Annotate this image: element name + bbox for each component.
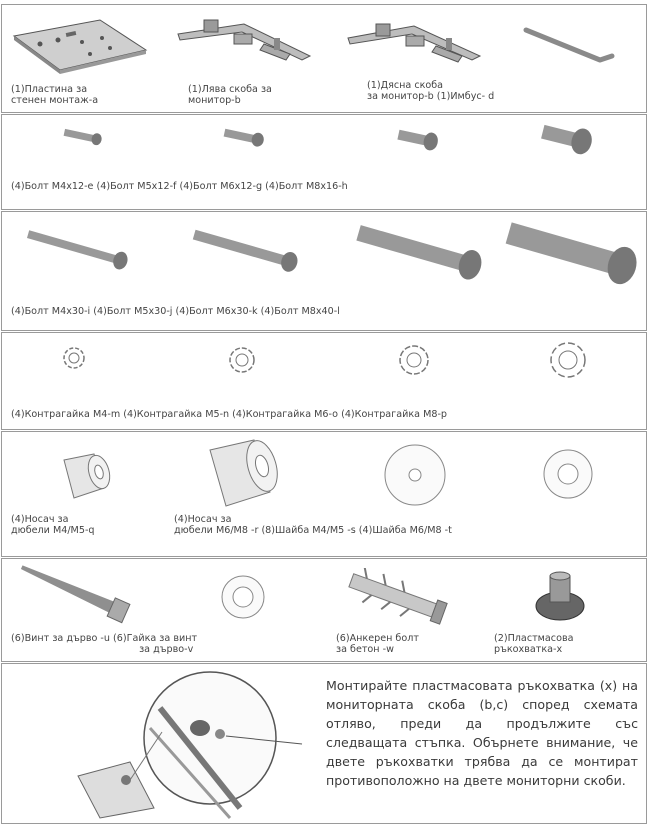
spacer-large-label: (4)Носач за дюбели M6/M8 -r (8)Шайба M4/M5 -s (4)Шайба M6/M8 -t (174, 514, 452, 536)
short-bolt-m5-icon (222, 124, 268, 150)
wall-plate-icon (10, 14, 150, 76)
left-bracket-icon (174, 10, 314, 72)
plastic-knob-label: (2)Пластмасова ръкохватка-x (494, 633, 574, 655)
long-bolt-m4-icon (24, 226, 136, 272)
wood-screw-label: (6)Винт за дърво -u (6)Гайка за винт за дърво-v (11, 633, 198, 655)
instruction-text: Монтирайте пластмасовата ръкохватка (x) на мониторната скоба (b,c) според схемата отляво, преди да продължите със следващата стъпка. Обърнете внимание, че двете ръкохватки трябва да се монтират противоположно на двете мониторни скоби. (326, 678, 638, 788)
wood-screw-washer-icon (218, 572, 268, 622)
long-bolt-m8-icon (502, 214, 648, 290)
spacer-small-icon (54, 448, 114, 508)
short-bolts-label: (4)Болт M4x12-e (4)Болт M5x12-f (4)Болт M6x12-g (4)Болт M8x16-h (11, 181, 348, 192)
lock-nuts-label: (4)Контрагайка M4-m (4)Контрагайка M5-n (4)Контрагайка M6-o (4)Контрагайка M8-p (11, 409, 447, 420)
short-bolt-m4-icon (62, 124, 106, 148)
spacer-large-icon (198, 436, 284, 516)
left-bracket-label: (1)Лява скоба за монитор-b (188, 84, 272, 106)
wood-screw-icon (14, 562, 150, 626)
lock-nut-m8-icon (546, 338, 590, 382)
long-bolt-m6-icon (352, 218, 492, 284)
lock-nut-m6-icon (396, 342, 432, 378)
short-bolt-m6-icon (396, 124, 442, 154)
right-bracket-icon (344, 12, 484, 74)
wall-plate-label: (1)Пластина за стенен монтаж-а (11, 84, 99, 106)
hex-key-icon (520, 22, 620, 72)
long-bolts-label: (4)Болт M4x30-i (4)Болт M5x30-j (4)Болт M6x30-k (4)Болт M8x40-l (11, 306, 340, 317)
plastic-knob-icon (530, 566, 590, 632)
washer-small-icon (380, 440, 450, 510)
lock-nut-m4-icon (60, 344, 88, 372)
knob-assembly-diagram-icon (70, 668, 320, 822)
washer-large-icon (540, 446, 596, 502)
concrete-anchor-label: (6)Анкерен болт за бетон -w (336, 633, 419, 655)
long-bolt-m5-icon (190, 226, 306, 274)
spacer-small-label: (4)Носач за дюбели M4/M5-q (11, 514, 95, 536)
right-bracket-label: (1)Дясна скоба за монитор-b (1)Имбус- d (367, 80, 495, 102)
short-bolt-m8-icon (540, 118, 596, 158)
concrete-anchor-icon (342, 568, 452, 628)
lock-nut-m5-icon (226, 344, 258, 376)
